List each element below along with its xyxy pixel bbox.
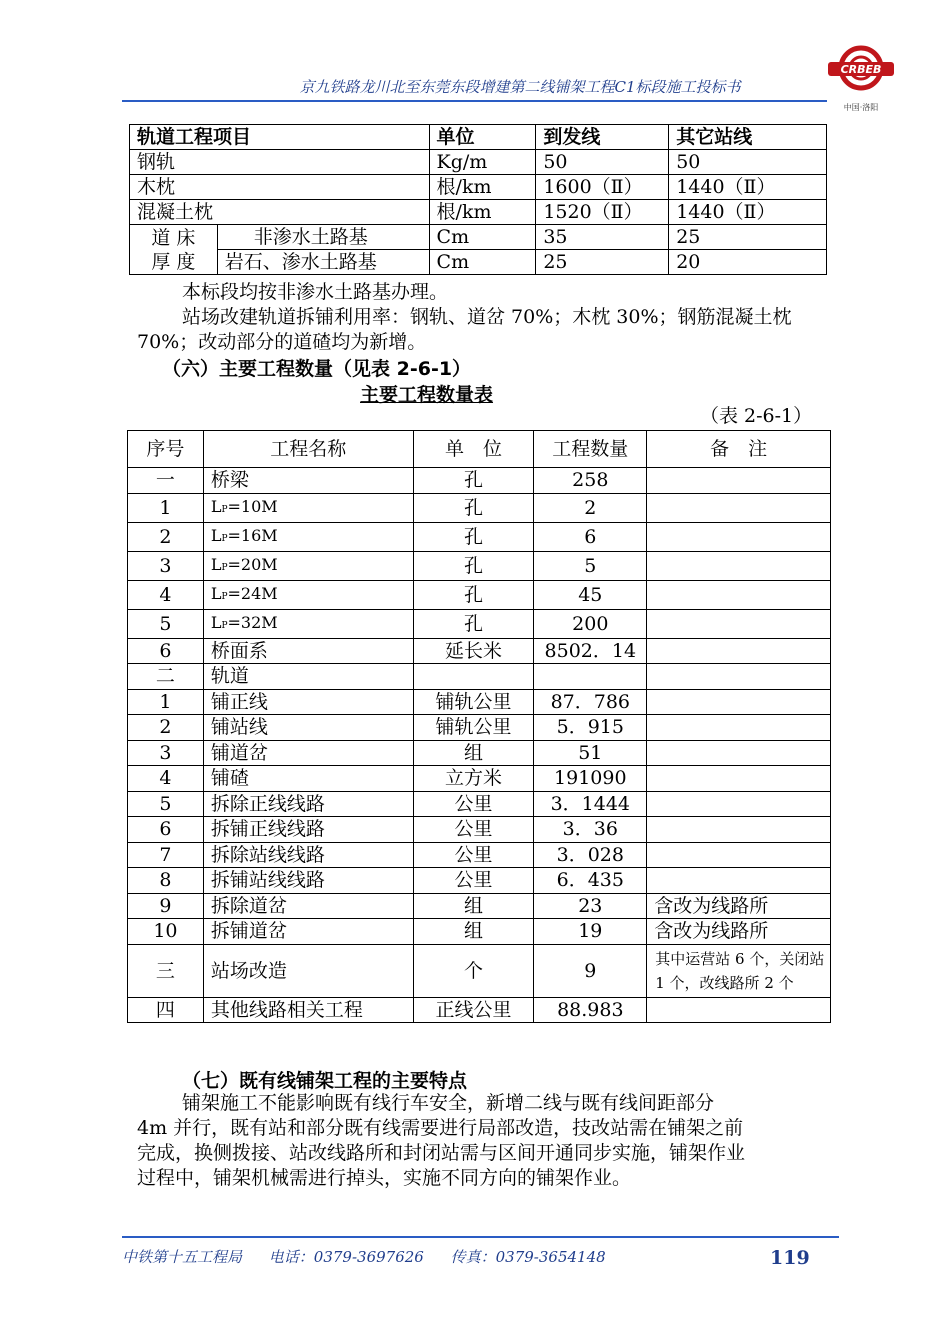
spec-other: 50 — [669, 150, 827, 175]
row-unit: 立方米 — [413, 766, 534, 792]
paragraph-roadbed: 本标段均按非渗水土路基办理。 — [182, 281, 449, 303]
quantity-table-ref: （表 2-6-1） — [700, 405, 813, 427]
header-note: 备 注 — [647, 431, 831, 468]
row-qty: 3．1444 — [534, 791, 647, 817]
row-name: 拆铺正线线路 — [203, 817, 413, 843]
row-note: 其中运营站 6 个，关闭站 1 个，改线路所 2 个 — [647, 944, 831, 997]
span-length: =10M — [227, 496, 278, 516]
spec-unit: 根/km — [429, 200, 536, 225]
row-name — [203, 609, 413, 638]
row-no: 4 — [128, 766, 204, 792]
row-unit: 公里 — [413, 868, 534, 894]
row-name: 拆除道岔 — [203, 893, 413, 919]
row-unit: 组 — [413, 919, 534, 945]
page-number: 119 — [770, 1247, 810, 1269]
spec-header-row — [130, 125, 827, 150]
document-header-title: 京九铁路龙川北至东莞东段增建第二线铺架工程C1标段施工投标书 — [299, 78, 741, 96]
row-note — [647, 580, 831, 609]
row-name: 铺碴 — [203, 766, 413, 792]
row-unit: 组 — [413, 893, 534, 919]
spec-other: 1440（Ⅱ） — [669, 175, 827, 200]
bed-label-line2: 厚 度 — [151, 250, 196, 273]
span-symbol: L — [210, 612, 222, 632]
span-length: =16M — [227, 525, 278, 545]
row-unit: 组 — [413, 740, 534, 766]
row-no: 2 — [128, 715, 204, 741]
table-row — [128, 715, 831, 741]
row-qty: 3．028 — [534, 842, 647, 868]
quantity-table — [127, 430, 831, 1023]
row-note — [647, 468, 831, 494]
track-spec-table — [129, 124, 827, 275]
row-name: 拆除正线线路 — [203, 791, 413, 817]
row-note — [647, 715, 831, 741]
row-note — [647, 493, 831, 522]
row-no: 四 — [128, 997, 204, 1023]
spec-arrival: 35 — [536, 225, 669, 250]
row-qty: 200 — [534, 609, 647, 638]
row-qty: 6 — [534, 522, 647, 551]
row-no: 9 — [128, 893, 204, 919]
row-name: 拆铺站线线路 — [203, 868, 413, 894]
row-qty: 2 — [534, 493, 647, 522]
row-no: 10 — [128, 919, 204, 945]
row-note: 含改为线路所 — [647, 893, 831, 919]
spec-other: 25 — [669, 225, 827, 250]
row-qty: 51 — [534, 740, 647, 766]
row-unit: 孔 — [413, 468, 534, 494]
spec-arrival: 1600（Ⅱ） — [536, 175, 669, 200]
row-note — [647, 664, 831, 690]
row-name: 铺正线 — [203, 689, 413, 715]
row-no: 3 — [128, 551, 204, 580]
section-7-line3: 完成，换侧拨接、站改线路所和封闭站需与区间开通同步实施，铺架作业 — [137, 1142, 746, 1164]
row-unit: 正线公里 — [413, 997, 534, 1023]
spec-item: 混凝土枕 — [130, 200, 430, 225]
row-name: 其他线路相关工程 — [203, 997, 413, 1023]
row-no: 4 — [128, 580, 204, 609]
span-symbol: L — [210, 496, 222, 516]
row-qty: 9 — [534, 944, 647, 997]
table-row — [128, 766, 831, 792]
row-name — [203, 493, 413, 522]
table-row — [128, 868, 831, 894]
footer-company: 中铁第十五工程局 — [122, 1248, 243, 1266]
footer-contact — [122, 1246, 606, 1267]
row-qty: 23 — [534, 893, 647, 919]
row-note — [647, 522, 831, 551]
spec-row — [130, 250, 827, 275]
spec-arrival: 25 — [536, 250, 669, 275]
row-name — [203, 522, 413, 551]
table-row — [128, 580, 831, 609]
header-no: 序号 — [128, 431, 204, 468]
row-note — [647, 551, 831, 580]
row-unit — [413, 664, 534, 690]
table-row — [128, 638, 831, 664]
row-qty: 3．36 — [534, 817, 647, 843]
span-subscript: P — [221, 533, 228, 544]
row-unit: 个 — [413, 944, 534, 997]
footer-fax: 传真：0379-3654148 — [450, 1248, 606, 1266]
table-row — [128, 997, 831, 1023]
span-length: =32M — [227, 612, 278, 632]
spec-header-arrival: 到发线 — [536, 125, 669, 150]
table-row — [128, 551, 831, 580]
table-row — [128, 842, 831, 868]
row-name: 拆除站线线路 — [203, 842, 413, 868]
row-name: 桥梁 — [203, 468, 413, 494]
row-unit: 铺轨公里 — [413, 689, 534, 715]
row-no: 一 — [128, 468, 204, 494]
span-symbol: L — [210, 525, 222, 545]
row-note — [647, 689, 831, 715]
bed-label-line1: 道 床 — [151, 226, 196, 249]
row-qty: 5 — [534, 551, 647, 580]
row-qty: 88.983 — [534, 997, 647, 1023]
row-no: 1 — [128, 689, 204, 715]
row-name: 轨道 — [203, 664, 413, 690]
row-qty: 19 — [534, 919, 647, 945]
row-qty: 87．786 — [534, 689, 647, 715]
row-unit: 孔 — [413, 580, 534, 609]
row-qty: 6．435 — [534, 868, 647, 894]
row-note: 含改为线路所 — [647, 919, 831, 945]
row-qty: 5．915 — [534, 715, 647, 741]
row-unit: 公里 — [413, 791, 534, 817]
header-name: 工程名称 — [203, 431, 413, 468]
row-name: 站场改造 — [203, 944, 413, 997]
quantity-table-body — [128, 468, 831, 1023]
spec-arrival: 1520（Ⅱ） — [536, 200, 669, 225]
table-row — [128, 817, 831, 843]
table-row — [128, 689, 831, 715]
section-7-heading: （七）既有线铺架工程的主要特点 — [182, 1070, 468, 1092]
section-6-heading: （六）主要工程数量（见表 2-6-1） — [162, 358, 472, 380]
row-name — [203, 551, 413, 580]
row-no: 6 — [128, 817, 204, 843]
row-name: 铺站线 — [203, 715, 413, 741]
footer-rule — [122, 1236, 839, 1238]
row-no: 1 — [128, 493, 204, 522]
spec-arrival: 50 — [536, 150, 669, 175]
table-row — [128, 944, 831, 997]
span-subscript: P — [221, 591, 228, 602]
section-7-line1: 铺架施工不能影响既有线行车安全，新增二线与既有线间距部分 — [182, 1092, 715, 1114]
header-unit: 单 位 — [413, 431, 534, 468]
spec-unit: Kg/m — [429, 150, 536, 175]
spec-other: 20 — [669, 250, 827, 275]
row-note — [647, 638, 831, 664]
row-note — [647, 791, 831, 817]
bed-thickness-label — [130, 225, 218, 275]
spec-row — [130, 200, 827, 225]
row-no: 7 — [128, 842, 204, 868]
row-unit: 公里 — [413, 817, 534, 843]
spec-other: 1440（Ⅱ） — [669, 200, 827, 225]
table-row — [128, 740, 831, 766]
span-subscript: P — [221, 504, 228, 515]
spec-header-unit: 单位 — [429, 125, 536, 150]
spec-header-other: 其它站线 — [669, 125, 827, 150]
row-no: 三 — [128, 944, 204, 997]
spec-item: 木枕 — [130, 175, 430, 200]
row-note — [647, 868, 831, 894]
span-symbol: L — [210, 583, 222, 603]
row-no: 5 — [128, 609, 204, 638]
logo-caption: 中国·洛阳 — [843, 103, 879, 112]
row-unit: 孔 — [413, 609, 534, 638]
header-qty: 工程数量 — [534, 431, 647, 468]
table-row — [128, 522, 831, 551]
row-qty: 258 — [534, 468, 647, 494]
row-unit: 孔 — [413, 551, 534, 580]
spec-row — [130, 175, 827, 200]
quantity-header-row — [128, 431, 831, 468]
row-no: 5 — [128, 791, 204, 817]
table-row — [128, 664, 831, 690]
row-unit: 铺轨公里 — [413, 715, 534, 741]
span-subscript: P — [221, 562, 228, 573]
span-length: =20M — [227, 554, 278, 574]
quantity-table-title: 主要工程数量表 — [360, 384, 494, 406]
row-no: 二 — [128, 664, 204, 690]
row-no: 6 — [128, 638, 204, 664]
spec-item: 钢轨 — [130, 150, 430, 175]
row-qty: 45 — [534, 580, 647, 609]
table-row — [128, 468, 831, 494]
spec-subitem: 岩石、渗水土路基 — [217, 250, 429, 275]
row-no: 3 — [128, 740, 204, 766]
paragraph-reuse-line1: 站场改建轨道拆铺利用率：钢轨、道岔 70%；木枕 30%；钢筋混凝土枕 — [182, 306, 792, 328]
table-row — [128, 609, 831, 638]
table-row — [128, 893, 831, 919]
span-subscript: P — [221, 620, 228, 631]
spec-subitem: 非渗水土路基 — [217, 225, 429, 250]
logo-text: CRBEB — [840, 63, 882, 76]
row-note — [647, 817, 831, 843]
row-unit: 孔 — [413, 522, 534, 551]
footer-phone: 电话：0379-3697626 — [268, 1248, 424, 1266]
spec-unit: Cm — [429, 250, 536, 275]
span-symbol: L — [210, 554, 222, 574]
spec-row — [130, 225, 827, 250]
spec-header-item: 轨道工程项目 — [130, 125, 430, 150]
row-note — [647, 766, 831, 792]
row-note — [647, 997, 831, 1023]
spec-unit: 根/km — [429, 175, 536, 200]
paragraph-reuse-line2: 70%；改动部分的道碴均为新增。 — [137, 331, 427, 353]
row-qty — [534, 664, 647, 690]
section-7-line2: 4m 并行，既有站和部分既有线需要进行局部改造，技改站需在铺架之前 — [137, 1117, 744, 1139]
row-name — [203, 580, 413, 609]
row-no: 2 — [128, 522, 204, 551]
row-unit: 延长米 — [413, 638, 534, 664]
section-7-line4: 过程中，铺架机械需进行掉头，实施不同方向的铺架作业。 — [137, 1167, 632, 1189]
spec-row — [130, 150, 827, 175]
table-row — [128, 791, 831, 817]
spec-unit: Cm — [429, 225, 536, 250]
row-unit: 公里 — [413, 842, 534, 868]
table-row — [128, 493, 831, 522]
header-rule — [122, 100, 827, 102]
row-qty: 191090 — [534, 766, 647, 792]
row-note — [647, 740, 831, 766]
row-unit: 孔 — [413, 493, 534, 522]
table-row — [128, 919, 831, 945]
row-name: 桥面系 — [203, 638, 413, 664]
row-name: 铺道岔 — [203, 740, 413, 766]
span-length: =24M — [227, 583, 278, 603]
row-name: 拆铺道岔 — [203, 919, 413, 945]
row-qty: 8502．14 — [534, 638, 647, 664]
row-note — [647, 842, 831, 868]
row-no: 8 — [128, 868, 204, 894]
row-note — [647, 609, 831, 638]
